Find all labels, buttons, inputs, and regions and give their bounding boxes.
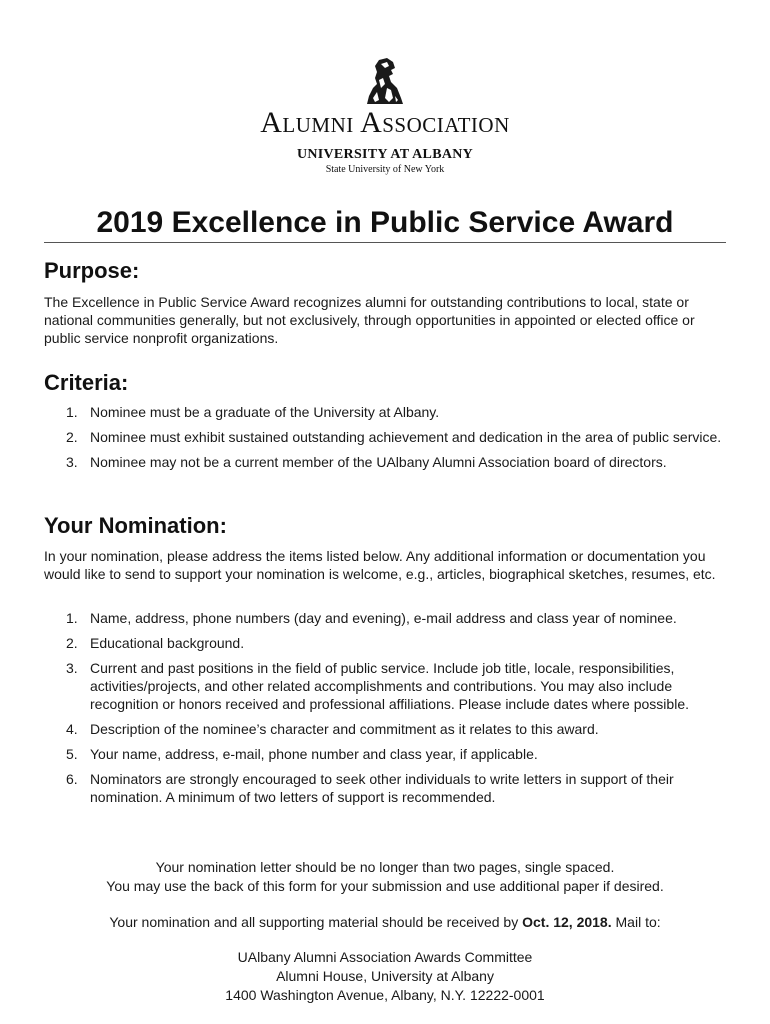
list-item (44, 745, 730, 763)
list-number: 3. (66, 660, 78, 676)
list-number: 1. (66, 610, 78, 626)
list-text: Educational background. (90, 635, 245, 651)
list-text: Nominators are strongly encouraged to seek other individuals to write letters in support of their nomination. A minimum of two letters of support is recommended. (90, 771, 674, 805)
list-number: 1. (66, 404, 78, 420)
list-item (44, 720, 730, 738)
list-number: 5. (66, 746, 78, 762)
list-item (44, 428, 730, 446)
deadline-line (0, 913, 770, 932)
list-number: 2. (66, 429, 78, 445)
list-item (44, 403, 730, 421)
list-text: Current and past positions in the field of public service. Include job title, locale, responsibilities, activities/projects, and other related accomplishments and contributions. You may also include recognition or honors received and professional affiliations. Please include dates where possible. (90, 660, 689, 712)
nomination-intro: In your nomination, please address the items listed below. Any additional information or documentation you would like to send to support your nomination is welcome, e.g., articles, biographical sketches, resumes, etc. (44, 548, 716, 582)
list-text: Nominee may not be a current member of the UAlbany Alumni Association board of directors. (90, 454, 667, 470)
criteria-list (44, 403, 730, 478)
length-line-2: You may use the back of this form for your submission and use additional paper if desired. (106, 878, 664, 894)
list-item (44, 634, 730, 652)
minerva-logo-icon (0, 58, 770, 104)
list-number: 3. (66, 454, 78, 470)
list-text: Nominee must exhibit sustained outstanding achievement and dedication in the area of public service. (90, 429, 722, 445)
deadline-pre: Your nomination and all supporting material should be received by (109, 914, 523, 930)
org-name: Alumni Association (260, 106, 510, 139)
length-line-1: Your nomination letter should be no longer than two pages, single spaced. (155, 859, 615, 875)
deadline-post: Mail to: (611, 914, 661, 930)
mailing-address (0, 948, 770, 1005)
list-item (44, 453, 730, 471)
university-name: UNIVERSITY AT ALBANY (296, 147, 474, 162)
list-text: Description of the nominee’s character and commitment as it relates to this award. (90, 721, 599, 737)
page-title: 2019 Excellence in Public Service Award (96, 206, 674, 239)
list-number: 6. (66, 771, 78, 787)
title-divider (44, 242, 726, 243)
list-item (44, 770, 730, 806)
address-line-2: Alumni House, University at Albany (276, 968, 494, 984)
list-number: 4. (66, 721, 78, 737)
list-text: Name, address, phone numbers (day and evening), e-mail address and class year of nominee. (90, 610, 677, 626)
address-line-3: 1400 Washington Avenue, Albany, N.Y. 12222-0001 (225, 987, 545, 1003)
nomination-heading: Your Nomination: (44, 513, 227, 538)
list-item (44, 609, 730, 627)
nomination-list (44, 609, 730, 813)
list-text: Nominee must be a graduate of the University at Albany. (90, 404, 440, 420)
purpose-heading: Purpose: (44, 258, 140, 283)
deadline-date: Oct. 12, 2018. (522, 914, 612, 930)
length-instructions (0, 858, 770, 896)
suny-name: State University of New York (325, 164, 445, 175)
purpose-text: The Excellence in Public Service Award recognizes alumni for outstanding contributions to local, state or national communities generally, but not exclusively, through opportunities in appointed or elected office or public service nonprofit organizations. (44, 294, 695, 346)
list-item (44, 659, 730, 713)
criteria-heading: Criteria: (44, 370, 129, 395)
list-number: 2. (66, 635, 78, 651)
list-text: Your name, address, e-mail, phone number and class year, if applicable. (90, 746, 538, 762)
address-line-1: UAlbany Alumni Association Awards Committee (237, 949, 533, 965)
